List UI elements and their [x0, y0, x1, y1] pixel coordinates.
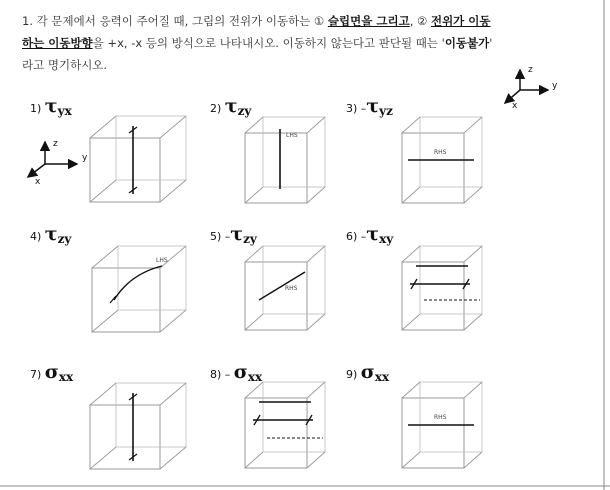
cube-5 — [245, 246, 325, 330]
cube-edge — [245, 452, 263, 468]
cube-1 — [90, 116, 186, 202]
stress-symbol: σ — [233, 361, 248, 383]
problem-number: 1) — [30, 102, 45, 115]
sense-tag: LHS — [156, 257, 168, 264]
problem-number: 5) — [210, 230, 225, 243]
cube-front-face — [90, 138, 160, 202]
slip-plane-instruction: 슬립면을 그리고 — [327, 14, 410, 28]
cube-edge — [307, 117, 325, 133]
dislocation-line — [114, 266, 162, 300]
cube-edge — [464, 382, 482, 398]
stress-symbol: σ — [360, 361, 375, 383]
cube-back-face — [263, 246, 325, 314]
problem-label — [210, 223, 258, 246]
problem-number: 7) — [30, 368, 45, 381]
cube-edge — [464, 117, 482, 133]
axes-right — [505, 65, 558, 111]
sense-tag: RHS — [434, 149, 447, 156]
stress-subscript: zy — [57, 232, 72, 246]
cube-edge — [307, 452, 325, 468]
cube-back-face — [420, 117, 482, 187]
cube-edge — [160, 116, 186, 138]
cube-edge — [160, 383, 186, 405]
problem-sign: – — [224, 368, 234, 381]
problem-label — [210, 95, 252, 118]
cube-edge — [245, 117, 263, 133]
cube-back-face — [118, 246, 186, 310]
stress-subscript: yz — [379, 104, 393, 118]
stress-symbol: τ — [230, 223, 244, 245]
cube-edge — [402, 187, 420, 203]
stress-symbol: τ — [366, 223, 380, 245]
question-number: 1. — [22, 14, 33, 28]
move-direction-instruction-2: 하는 이동방향 — [22, 36, 93, 50]
problem-number: 6) — [346, 230, 361, 243]
problem-label — [30, 361, 74, 384]
z-axis-label: z — [528, 65, 533, 75]
cube-6 — [402, 246, 482, 330]
cube-2 — [245, 117, 325, 203]
cube-edge — [402, 246, 420, 262]
y-axis-label: y — [82, 153, 88, 163]
stress-subscript: xx — [247, 370, 263, 384]
cube-edge — [307, 314, 325, 330]
x-axis-arrow — [28, 164, 45, 177]
z-axis-label: z — [53, 139, 58, 149]
cube-front-face — [92, 268, 160, 332]
problem-label — [346, 223, 394, 246]
sense-tag: RHS — [434, 414, 447, 421]
problem-label — [30, 223, 72, 246]
cube-edge — [245, 382, 263, 398]
cube-front-face — [245, 133, 307, 203]
stress-symbol: τ — [366, 95, 380, 117]
question-part-b: , ② — [409, 14, 428, 28]
problem-label — [346, 95, 393, 118]
cube-back-face — [263, 117, 325, 187]
cube-edge — [402, 382, 420, 398]
stress-symbol: τ — [44, 223, 58, 245]
cube-edge — [90, 116, 116, 138]
cube-edge — [245, 246, 263, 262]
cube-edge — [92, 310, 118, 332]
problem-label — [346, 361, 390, 384]
cube-back-face — [116, 116, 186, 180]
problem-sign: – — [360, 102, 367, 115]
cube-back-face — [420, 382, 482, 452]
cube-9 — [402, 382, 482, 468]
stress-subscript: xx — [374, 370, 390, 384]
cube-front-face — [402, 133, 464, 203]
cube-edge — [92, 246, 118, 268]
no-move-keyword: 이동불가 — [444, 36, 490, 50]
cube-front-face — [90, 405, 160, 469]
problem-number: 4) — [30, 230, 45, 243]
sense-tag: LHS — [286, 132, 298, 139]
cube-edge — [245, 314, 263, 330]
cube-edge — [160, 310, 186, 332]
move-direction-instruction-1: 전위가 이동 — [430, 14, 491, 28]
stress-subscript: zy — [243, 232, 257, 246]
stress-subscript: zy — [237, 104, 252, 118]
problem-sign: – — [224, 230, 231, 243]
cube-edge — [402, 117, 420, 133]
stress-symbol: τ — [44, 95, 58, 117]
x-axis-label: x — [35, 177, 41, 187]
cube-front-face — [402, 262, 464, 330]
problem-label — [210, 361, 263, 384]
cube-front-face — [245, 262, 307, 330]
stress-subscript: yx — [57, 104, 72, 118]
question-part-e: 라고 명기하시오. — [22, 58, 108, 72]
y-axis-label: y — [552, 81, 558, 91]
axes-left — [28, 139, 88, 187]
sense-tag: RHS — [285, 285, 298, 292]
cube-edge — [90, 447, 116, 469]
cube-3 — [402, 117, 482, 203]
problem-sign: – — [360, 230, 367, 243]
stress-subscript: xx — [58, 370, 74, 384]
problem-number: 3) — [346, 102, 361, 115]
problem-label — [30, 95, 73, 118]
cube-edge — [464, 452, 482, 468]
question-part-d: ' — [489, 36, 493, 50]
cube-7 — [90, 383, 186, 469]
stress-symbol: τ — [224, 95, 238, 117]
cube-4 — [92, 246, 186, 332]
problem-number: 8) — [210, 368, 225, 381]
cube-edge — [245, 187, 263, 203]
cube-edge — [90, 383, 116, 405]
dislocation-line — [259, 272, 305, 300]
cube-edge — [402, 452, 420, 468]
question-part-c: 을 +x, -x 등의 방식으로 나타내시오. 이동하지 않는다고 판단될 때는 ' — [92, 36, 445, 50]
cube-edge — [402, 314, 420, 330]
cube-edge — [464, 187, 482, 203]
stress-symbol: σ — [44, 361, 59, 383]
cube-edge — [464, 314, 482, 330]
stress-subscript: xy — [379, 232, 394, 246]
cube-edge — [307, 246, 325, 262]
cube-front-face — [402, 398, 464, 468]
cube-8 — [245, 382, 325, 468]
cube-edge — [160, 180, 186, 202]
cube-edge — [160, 447, 186, 469]
cube-back-face — [420, 246, 482, 314]
cube-edge — [307, 382, 325, 398]
cube-edge — [307, 187, 325, 203]
question-part-a: 각 문제에서 응력이 주어질 때, 그림의 전위가 이동하는 ① — [36, 14, 325, 28]
cube-back-face — [263, 382, 325, 452]
cube-edge — [90, 180, 116, 202]
problem-number: 2) — [210, 102, 225, 115]
problem-number: 9) — [346, 368, 361, 381]
cube-front-face — [245, 398, 307, 468]
x-axis-label: x — [512, 101, 518, 111]
cube-edge — [464, 246, 482, 262]
cube-back-face — [116, 383, 186, 447]
